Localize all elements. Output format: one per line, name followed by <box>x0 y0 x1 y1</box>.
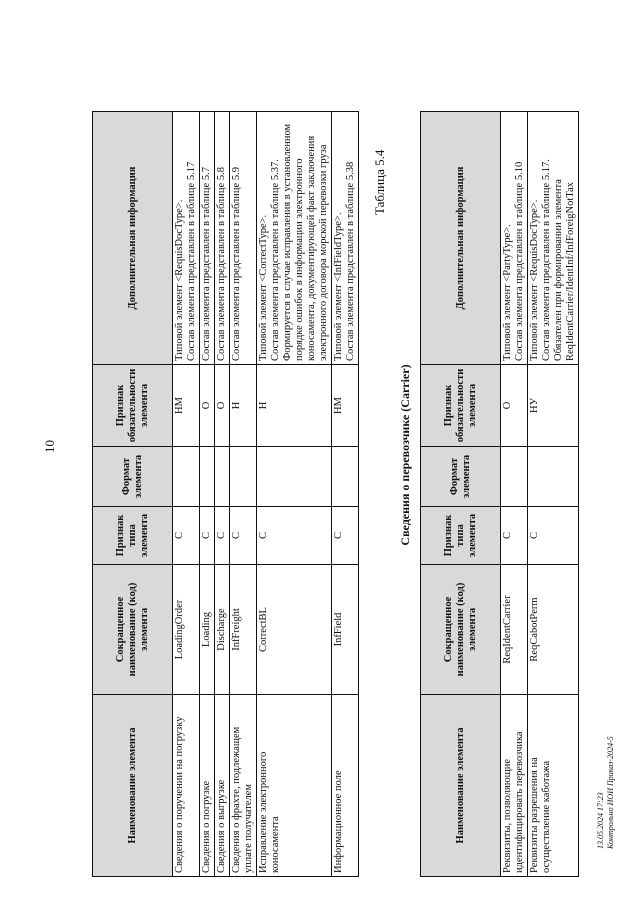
cell-type: С <box>332 507 359 565</box>
cell-format <box>200 447 215 507</box>
elements-table <box>92 111 359 877</box>
cell-type: С <box>257 507 332 565</box>
info-line: Обязателен при формировании элемента ReqIdentCarrier/IdentInf/InfForeigNotTax <box>553 179 576 361</box>
header-format: Формат элемента <box>421 447 501 507</box>
cell-name: Сведения о поручении на погрузку <box>173 695 200 877</box>
info-line: Формируется в случае исправления в установленном порядке ошибок в информации электронного коносамента, документирующей факт заключения электронного договора морской перевозки груза <box>282 123 329 361</box>
header-required: Признак обязательности элемента <box>93 365 173 447</box>
cell-name: Информационное поле <box>332 695 359 877</box>
info-line: Состав элемента представлен в таблице 5.38 <box>345 161 356 361</box>
table-row <box>200 112 215 877</box>
stamp-text: Контрольно ИОИ Приказ-2024-5 <box>606 736 615 849</box>
info-line: Типовой элемент <PartyType>. <box>502 224 513 361</box>
header-type: Признак типа элемента <box>93 507 173 565</box>
cell-code: LoadingOrder <box>173 565 200 695</box>
table-row <box>528 112 579 877</box>
info-line: Состав элемента представлен в таблице 5.37. <box>270 159 281 361</box>
carrier-table <box>420 111 579 877</box>
table-row <box>501 112 528 877</box>
header-code: Сокращенное наименование (код) элемента <box>93 565 173 695</box>
cell-name: Исправление электронного коносамента <box>257 695 332 877</box>
header-required: Признак обязательности элемента <box>421 365 501 447</box>
table1-body <box>173 112 359 877</box>
table2-body <box>501 112 579 877</box>
page-number: 10 <box>42 440 57 453</box>
info-line: Типовой элемент <CorrectType>. <box>258 214 269 361</box>
table-caption-number: Таблица 5.4 <box>372 149 387 215</box>
cell-type: С <box>230 507 257 565</box>
cell-required: НМ <box>332 365 359 447</box>
cell-info <box>173 112 200 365</box>
cell-name: Реквизиты разрешения на осуществление каботажа <box>528 695 579 877</box>
cell-format <box>257 447 332 507</box>
info-line: Типовой элемент <RequisDocType>. <box>174 199 185 361</box>
cell-name: Сведения о выгрузке <box>215 695 230 877</box>
cell-info <box>230 112 257 365</box>
cell-format <box>230 447 257 507</box>
info-line: Состав элемента представлен в таблице 5.9 <box>231 167 242 361</box>
cell-info <box>200 112 215 365</box>
cell-name: Реквизиты, позволяющие идентифицировать перевозчика <box>501 695 528 877</box>
cell-format <box>501 447 528 507</box>
info-line: Состав элемента представлен в таблице 5.7 <box>201 167 212 361</box>
signature-stamp <box>596 736 616 849</box>
info-line: Типовой элемент <RequisDocType>. <box>529 199 540 361</box>
table-row <box>257 112 332 877</box>
cell-info <box>501 112 528 365</box>
header-info: Дополнительная информация <box>93 112 173 365</box>
cell-type: С <box>528 507 579 565</box>
cell-type: С <box>173 507 200 565</box>
cell-required: НМ <box>173 365 200 447</box>
cell-name: Сведения о погрузке <box>200 695 215 877</box>
cell-info <box>215 112 230 365</box>
info-line: Состав элемента представлен в таблице 5.17. <box>541 159 552 361</box>
cell-type: С <box>200 507 215 565</box>
cell-required: О <box>501 365 528 447</box>
table-row <box>215 112 230 877</box>
cell-code: Discharge <box>215 565 230 695</box>
cell-format <box>528 447 579 507</box>
cell-code: InfField <box>332 565 359 695</box>
cell-required: Н <box>230 365 257 447</box>
info-line: Состав элемента представлен в таблице 5.17 <box>186 161 197 361</box>
cell-code: CorrectBL <box>257 565 332 695</box>
cell-format <box>215 447 230 507</box>
cell-code: ReqIdentCarrier <box>501 565 528 695</box>
cell-name: Сведения о фрахте, подлежащем уплате получателем <box>230 695 257 877</box>
stamp-date: 13.05.2024 17:23 <box>596 792 605 849</box>
table-row <box>332 112 359 877</box>
cell-required: О <box>215 365 230 447</box>
cell-required: Н <box>257 365 332 447</box>
cell-code: InfFreight <box>230 565 257 695</box>
cell-code: Loading <box>200 565 215 695</box>
cell-info <box>332 112 359 365</box>
header-name: Наименование элемента <box>421 695 501 877</box>
header-name: Наименование элемента <box>93 695 173 877</box>
info-line: Состав элемента представлен в таблице 5.10 <box>514 161 525 361</box>
cell-required: О <box>200 365 215 447</box>
info-line: Состав элемента представлен в таблице 5.8 <box>216 167 227 361</box>
cell-format <box>173 447 200 507</box>
table-row <box>173 112 200 877</box>
header-type: Признак типа элемента <box>421 507 501 565</box>
table-row <box>230 112 257 877</box>
cell-required: НУ <box>528 365 579 447</box>
cell-info <box>257 112 332 365</box>
cell-code: ReqCabotPerm <box>528 565 579 695</box>
info-line: Типовой элемент <InfFieldType>. <box>333 212 344 361</box>
header-format: Формат элемента <box>93 447 173 507</box>
header-code: Сокращенное наименование (код) элемента <box>421 565 501 695</box>
header-info: Дополнительная информация <box>421 112 501 365</box>
table-caption-title: Сведения о перевозчике (Carrier) <box>398 364 412 546</box>
cell-info <box>528 112 579 365</box>
cell-type: С <box>215 507 230 565</box>
cell-type: С <box>501 507 528 565</box>
cell-format <box>332 447 359 507</box>
